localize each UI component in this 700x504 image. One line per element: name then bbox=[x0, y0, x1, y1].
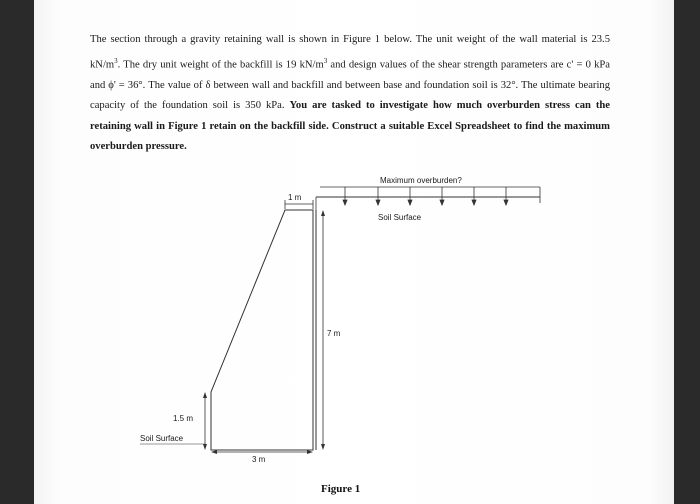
toe-height-label: 1.5 m bbox=[173, 414, 194, 423]
superscript-3: 3 bbox=[114, 56, 118, 65]
wall-outline bbox=[211, 210, 313, 450]
superscript-3b: 3 bbox=[323, 56, 328, 65]
overburden-label: Maximum overburden? bbox=[380, 176, 462, 185]
soil-surface-right-label: Soil Surface bbox=[378, 213, 422, 222]
height-arrow-bottom bbox=[321, 444, 325, 450]
toe-arrow-bottom bbox=[203, 444, 207, 450]
soil-surface-left-label: Soil Surface bbox=[140, 434, 184, 443]
base-arrow-left bbox=[211, 450, 217, 454]
figure-caption: Figure 1 bbox=[321, 483, 361, 495]
paragraph-text-2: . The dry unit weight of the backfill is 19 kN/m bbox=[117, 59, 324, 71]
toe-arrow-top bbox=[203, 392, 207, 398]
overburden-arrows bbox=[343, 187, 508, 205]
height-label: 7 m bbox=[327, 329, 341, 338]
paragraph-text-3: and design values of the shear strength parameters are c' = 0 kPa and ϕ' = 36°. The value of δ between wall and backfill and between base and foundation soil is 32°. The ultimate bearing capacity of the foundation soil is 350 kPa. bbox=[90, 59, 610, 112]
base-arrow-right bbox=[307, 450, 313, 454]
base-width-label: 3 m bbox=[252, 455, 266, 464]
paragraph-text-1: The section through a gravity retaining wall is shown in Figure 1 below. The unit weight of the wall material is 23.5 kN/m bbox=[90, 34, 610, 71]
task-statement: You are tasked to investigate how much overburden stress can the retaining wall in Figure 1 retain on the backfill side. Construct a suitable Excel Spreadsheet to find the maximum overburden pressure. bbox=[90, 100, 610, 153]
height-arrow-top bbox=[321, 210, 325, 216]
top-width-label: 1 m bbox=[288, 193, 302, 202]
